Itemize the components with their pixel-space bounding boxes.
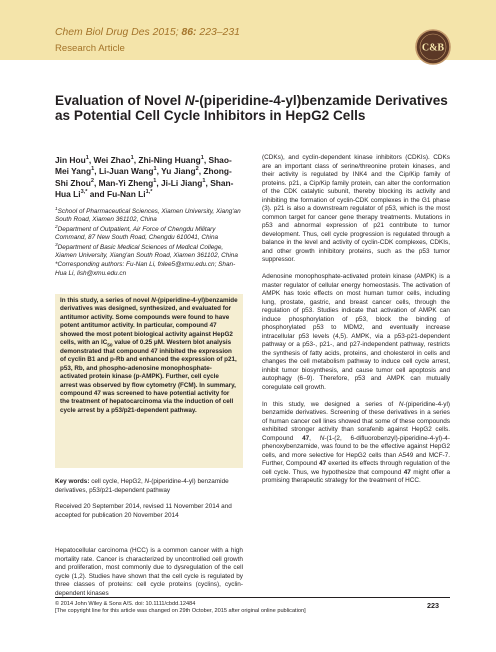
received-dates: Received 20 September 2014, revised 11 November 2014 and accepted for publication 20 November 2014 [55,503,232,519]
author: Ji-Li Jiang$^1$ [160,177,206,188]
affiliation: $^1$School of Pharmaceutical Sciences, Xiamen University, Xiang'an South Road, Xiamen 361102, China [55,206,241,224]
affiliation: $^3$Department of Basic Medical Sciences of Medical College, Xiamen University, Xiang'an South Road, Xiamen 361102, China [55,242,238,260]
section-label: Research Article [55,43,125,54]
footer [55,601,395,616]
body-paragraph: In this study, we designed a series of N-(piperidine-4-yl) benzamide derivatives. Screening of these derivatives in a series of human cancer cell lines showed that some of these compounds exhibited stronger activity than sorafenib against HepG2 cells. Compound 47, N-(1-(2, 6-difluorobenzyl)-piperidine-4-yl)-4-phenoxybenzamide, was found to be the effective against HepG2 cells, and more selective for HepG2 cells than A549 and MCF-7. Further, Compound 47 exerted its effects through regulation of the cell cycle. Thus, we hypothesize that compound 47 might offer a promising therapeutic strategy for the treatment of HCC. [262,400,451,484]
journal-year: 2015; [152,27,179,38]
keywords: Key words: cell cycle, HepG2, N-(piperidine-4-yl) benzamide derivatives, p53/p21-dependent pathway [55,478,229,494]
page-number: 223 [427,601,439,610]
affiliations [55,208,243,279]
author: Li-Juan Wang$^1$ [98,166,157,177]
copyright-line: © 2014 John Wiley & Sons A/S. doi: 10.1111/cbdd.12484 [55,601,196,607]
journal-volume: 86: [181,27,197,38]
author: Wei Zhao$^1$ [93,155,134,165]
author: Zhi-Ning Huang$^1$ [138,155,204,165]
article-title: Evaluation of Novel N-(piperidine-4-yl)benzamide Derivatives as Potential Cell Cycle Inhibitors in HepG2 Cells [55,93,448,123]
affiliation: $^2$Department of Outpatient, Air Force of Chengdu Military Command, 87 New South Road, Chengdu 610041, China [55,224,219,242]
copyright-note: [The copyright line for this article was changed on 29th October, 2015 after original online publication] [55,608,306,615]
author: Zhong-Shi Zhou$^2$ [55,166,232,188]
journal-citation [55,27,240,38]
author: Man-Yi Zheng$^1$ [98,177,157,188]
logo-lettering: C&B [421,42,445,54]
body-paragraph: Adenosine monophosphate-activated protein kinase (AMPK) is a master regulator of cellular energy homeostasis. The activation of AMPK has toxic effects on most human tumor cells, including lung, prostate, gastric, and breast cancer cells, through the regulation of p53. Studies indicate that activation of AMPK can induce phosphorylation of p53, block the binding of phosphorylated p53 to MDM2, and eventually increase intracellular p53 levels (4,5). AMPK, via a p53-p21-dependent pathway or a p53-, p21-, and p27-independent pathway, restricts the synthesis of fatty acids, proteins, and cholesterol in cells and changes the cell metabolism pathway to induce cell cycle arrest, inhibit tumor biosynthesis, and cause tumor cell apoptosis and autophagy (6–9). Therefore, p53 and AMPK can mutually coregulate cell growth. [262,273,450,391]
footer-divider [55,597,450,598]
body-paragraph: Hepatocellular carcinoma (HCC) is a common cancer with a high mortality rate. Cancer is characterized by uncontrolled cell growth and proliferation, most commonly due to dysregulation of the cell cycle (1,2). Studies have shown that the cell cycle is regulated by three classes of proteins: cell cycle proteins (cyclins), cyclin-dependent kinases [55,547,243,597]
author: Jin Hou$^1$ [55,155,89,165]
abstract-text: In this study, a series of novel N-(piperidine-4-yl)benzamide derivatives was designed, synthesized, and evaluated for antitumor activity. Some compounds were found to have potent antitumor activity. In particular, compound 47 showed the most potent biological activity against HepG2 cells, with an $IC_{50}$ value of 0.25 μM. Western blot analysis demonstrated that compound 47 inhibited the expression of cyclin B1 and p-Rb and enhanced the expression of p21, p53, Rb, and phospho-adenosine monophosphate-activated protein kinase (p-AMPK). Further, cell cycle arrest was observed by flow cytometry (FCM). In summary, compound 47 was screened to have potential activity for the treatment of hepatocarcinoma via the induction of cell cycle arrest by a p53/p21-dependent pathway. [60,297,238,414]
corresponding-authors: *Corresponding authors: Fu-Nan Li, fnlee5@xmu.edu.cn; Shan-Hua Li, lish@xmu.edu.cn [55,261,236,277]
body-paragraph: (CDKs), and cyclin-dependent kinase inhibitors (CDKIs). CDKs are an important class of serine/threonine protein kinases, and their activity is regulated by INK4 and the Cip/Kip family of proteins. p21, a Cip/Kip family protein, can alter the conformation of the CDK catalytic subunit, thereby blocking its activity and inhibiting the formation of cyclin-CDK complexes in the G1 phase (3). p21 is also a downstream regulator of p53, which is the most common target for cancer gene therapy treatments. Mutations in p53 and abnormal expression of p21 contribute to tumor development. Thus, cell cycle progression is regulated through a balance in the level and activity of cyclin-CDK complexes, CDKIs, and other growth inhibitory proteins, such as the p53 tumor suppressor. [262,154,450,263]
author-list: Jin Hou$^1$, Wei Zhao$^1$, Zhi-Ning Huang$^1$, Shao-Mei Yang$^1$, Li-Juan Wang$^1$, Yu Jiang$^2$, Zhong-Shi Zhou$^2$, Man-Yi Zheng$^1$, Ji-Li Jiang$^1$, Shan-Hua $Li^{3,*}$ and Fu-Nan $Li^{1,*}$ [55,155,234,200]
author: Shan-Hua $Li^{3,*}$ [55,177,234,200]
author: Shao-Mei Yang$^1$ [55,155,232,177]
right-column-text [262,154,450,494]
journal-logo [415,29,451,65]
journal-name: Chem Biol Drug Des [55,27,150,38]
journal-pages: 223–231 [199,27,240,38]
author: Fu-Nan $Li^{1,*}$ [106,189,153,200]
author: Yu Jiang$^2$ [161,166,199,177]
